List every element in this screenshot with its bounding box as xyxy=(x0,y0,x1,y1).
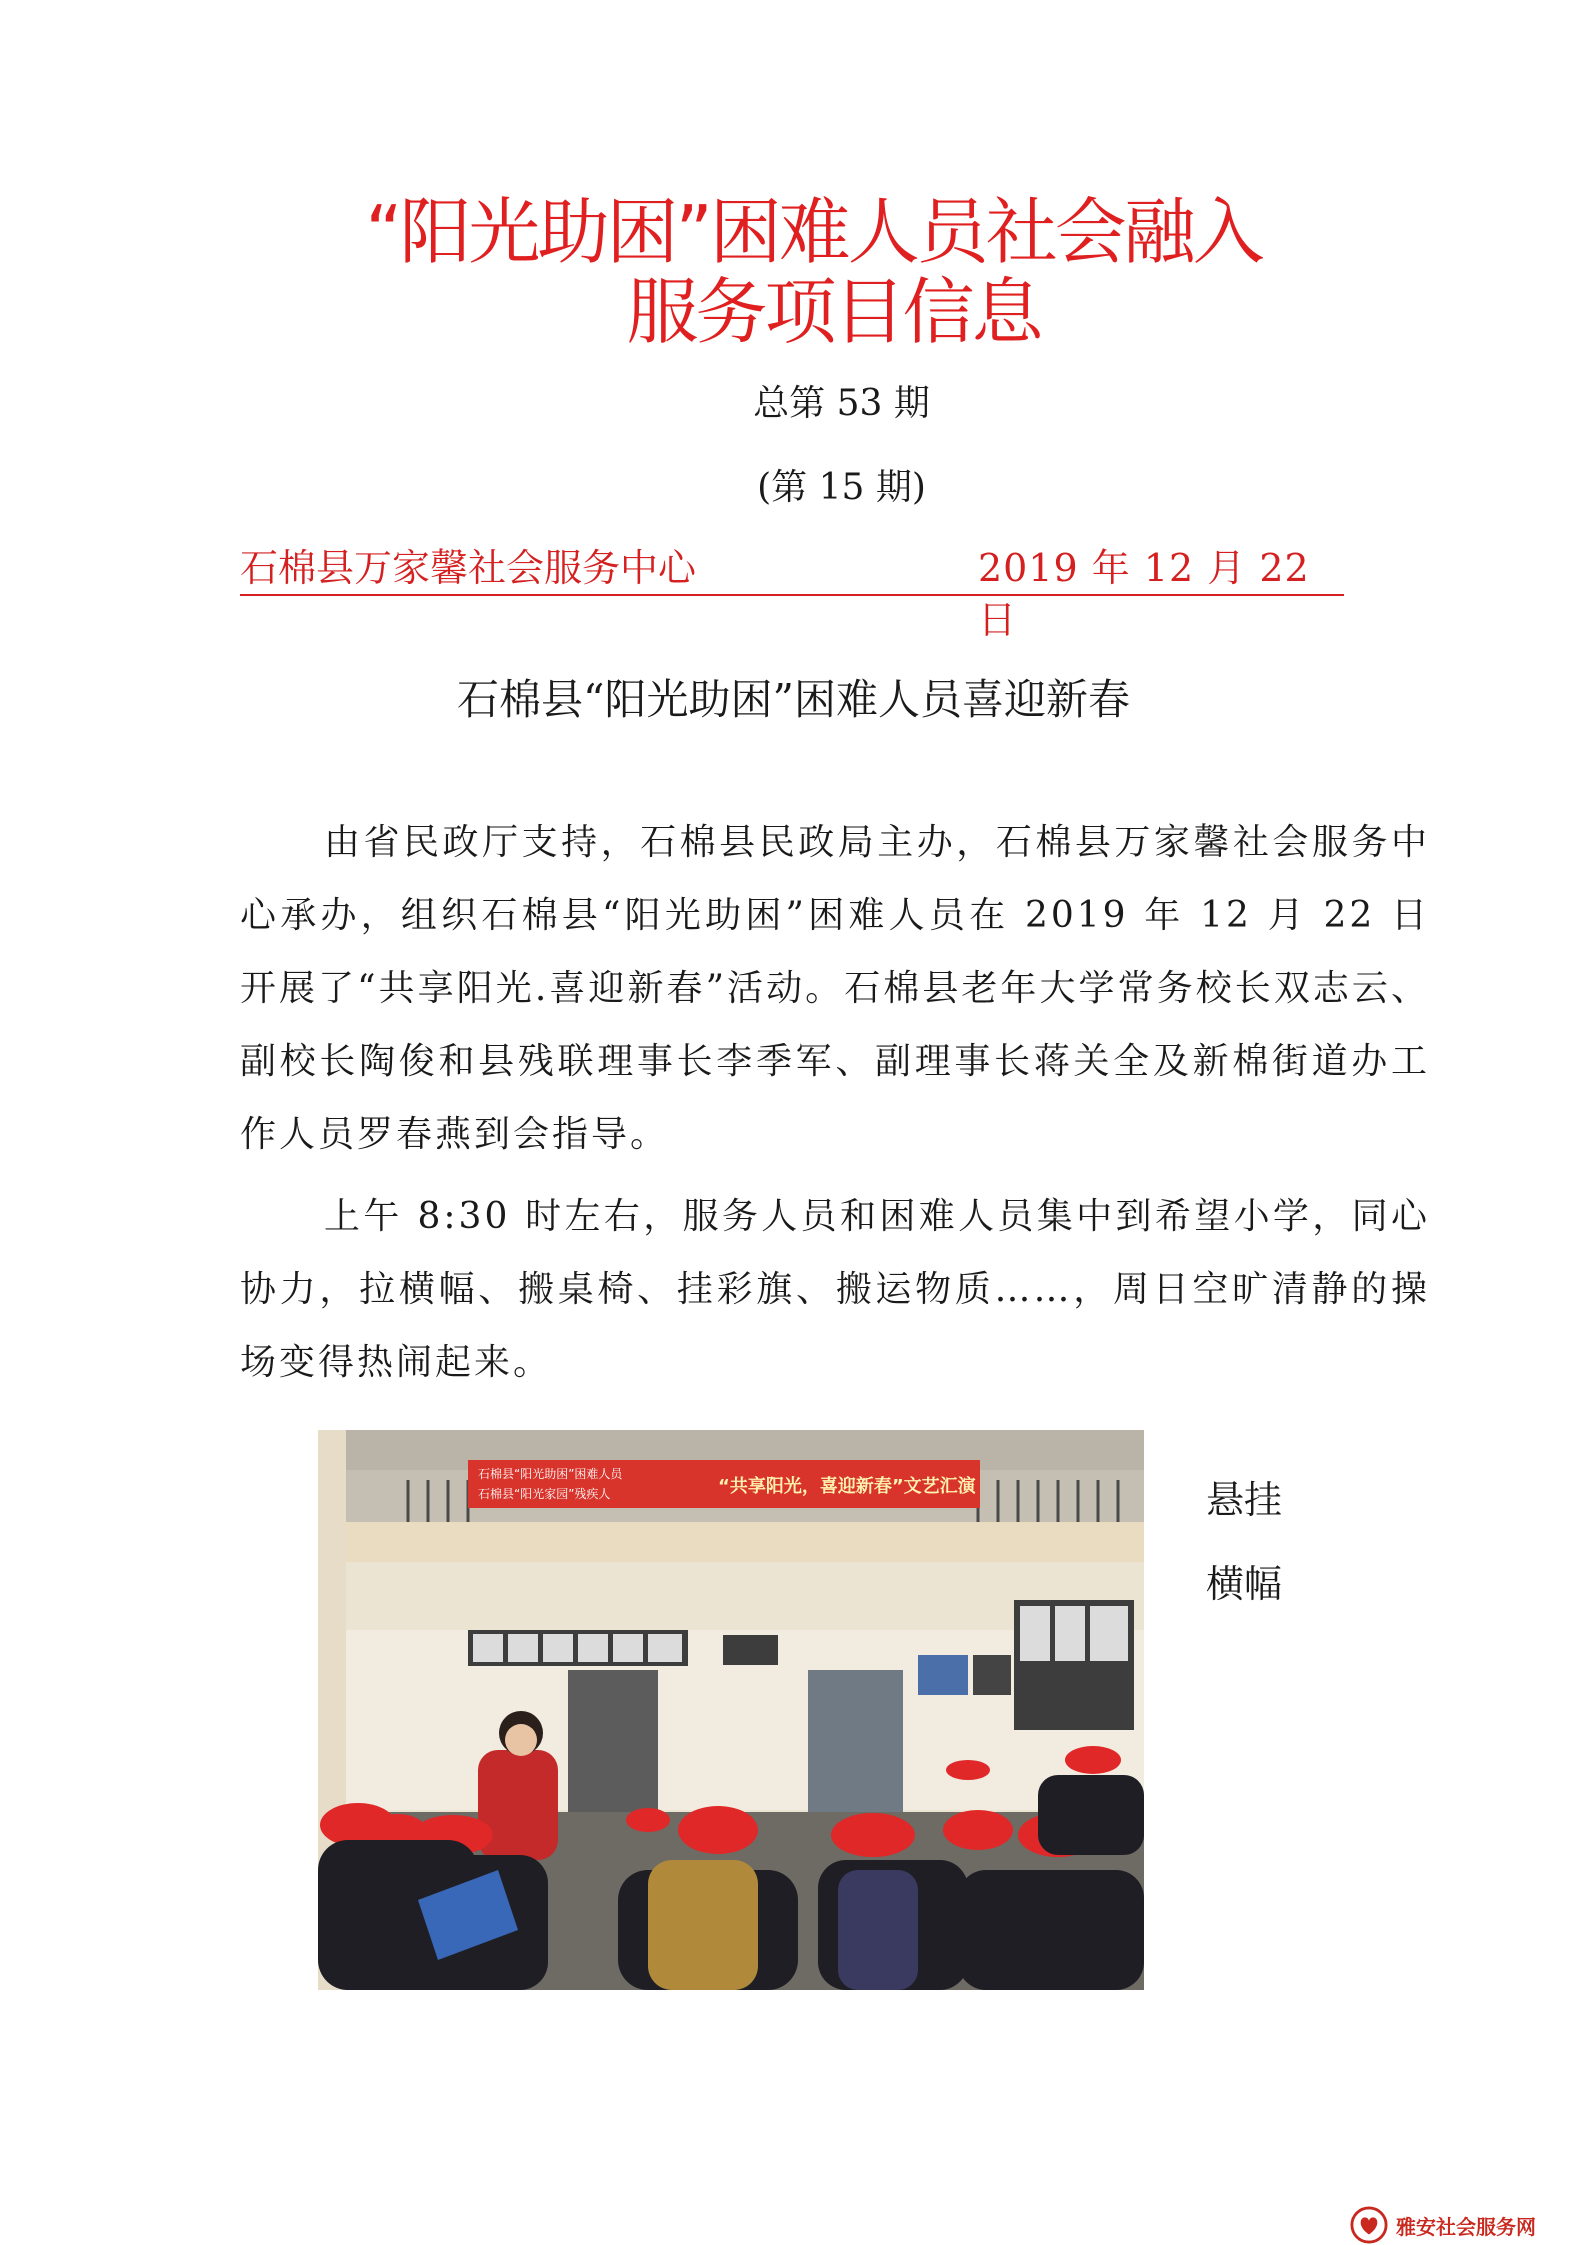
publish-date: 2019 年 12 月 22 日 xyxy=(978,546,1310,642)
event-photo xyxy=(318,1430,1144,1990)
issue-number: (第 15 期) xyxy=(757,467,926,508)
photo-caption-line1: 悬挂 xyxy=(1206,1478,1283,1522)
article-paragraph: 由省民政厅支持，石棉县民政局主办，石棉县万家馨社会服务中心承办，组织石棉县“阳光助困”困难人员在 2019 年 12 月 22 日开展了“共享阳光.喜迎新春”活动。石棉县老年大学常务校长双志云、副校长陶俊和县残联理事长李季军、副理事长蒋关全及新棉街道办工作人员罗春燕到会指导。 xyxy=(240,822,1430,1155)
publisher-line xyxy=(240,542,1344,642)
organization-name: 石棉县万家馨社会服务中心 xyxy=(240,546,697,590)
watermark-text: 雅安社会服务网 xyxy=(1396,2214,1536,2239)
banner-text-left-1: 石棉县“阳光助困”困难人员 xyxy=(478,1467,623,1481)
document-title-line2: 服务项目信息 xyxy=(626,270,1041,354)
article-paragraph: 上午 8:30 时左右，服务人员和困难人员集中到希望小学，同心协力，拉横幅、搬桌椅、挂彩旗、搬运物质……，周日空旷清静的操场变得热闹起来。 xyxy=(240,1196,1430,1383)
banner-text-main: “共享阳光，喜迎新春”文艺汇演 xyxy=(718,1476,976,1497)
article-headline: 石棉县“阳光助困”困难人员喜迎新春 xyxy=(457,675,1130,724)
photo-caption-line2: 横幅 xyxy=(1206,1562,1283,1606)
document-title-line1: “阳光助困”困难人员社会融入 xyxy=(365,190,1262,274)
banner-text-left-2: 石棉县“阳光家园”残疾人 xyxy=(478,1487,611,1501)
site-watermark xyxy=(1350,2205,1536,2245)
heart-logo-icon xyxy=(1350,2206,1388,2244)
issue-total: 总第 53 期 xyxy=(753,383,930,424)
